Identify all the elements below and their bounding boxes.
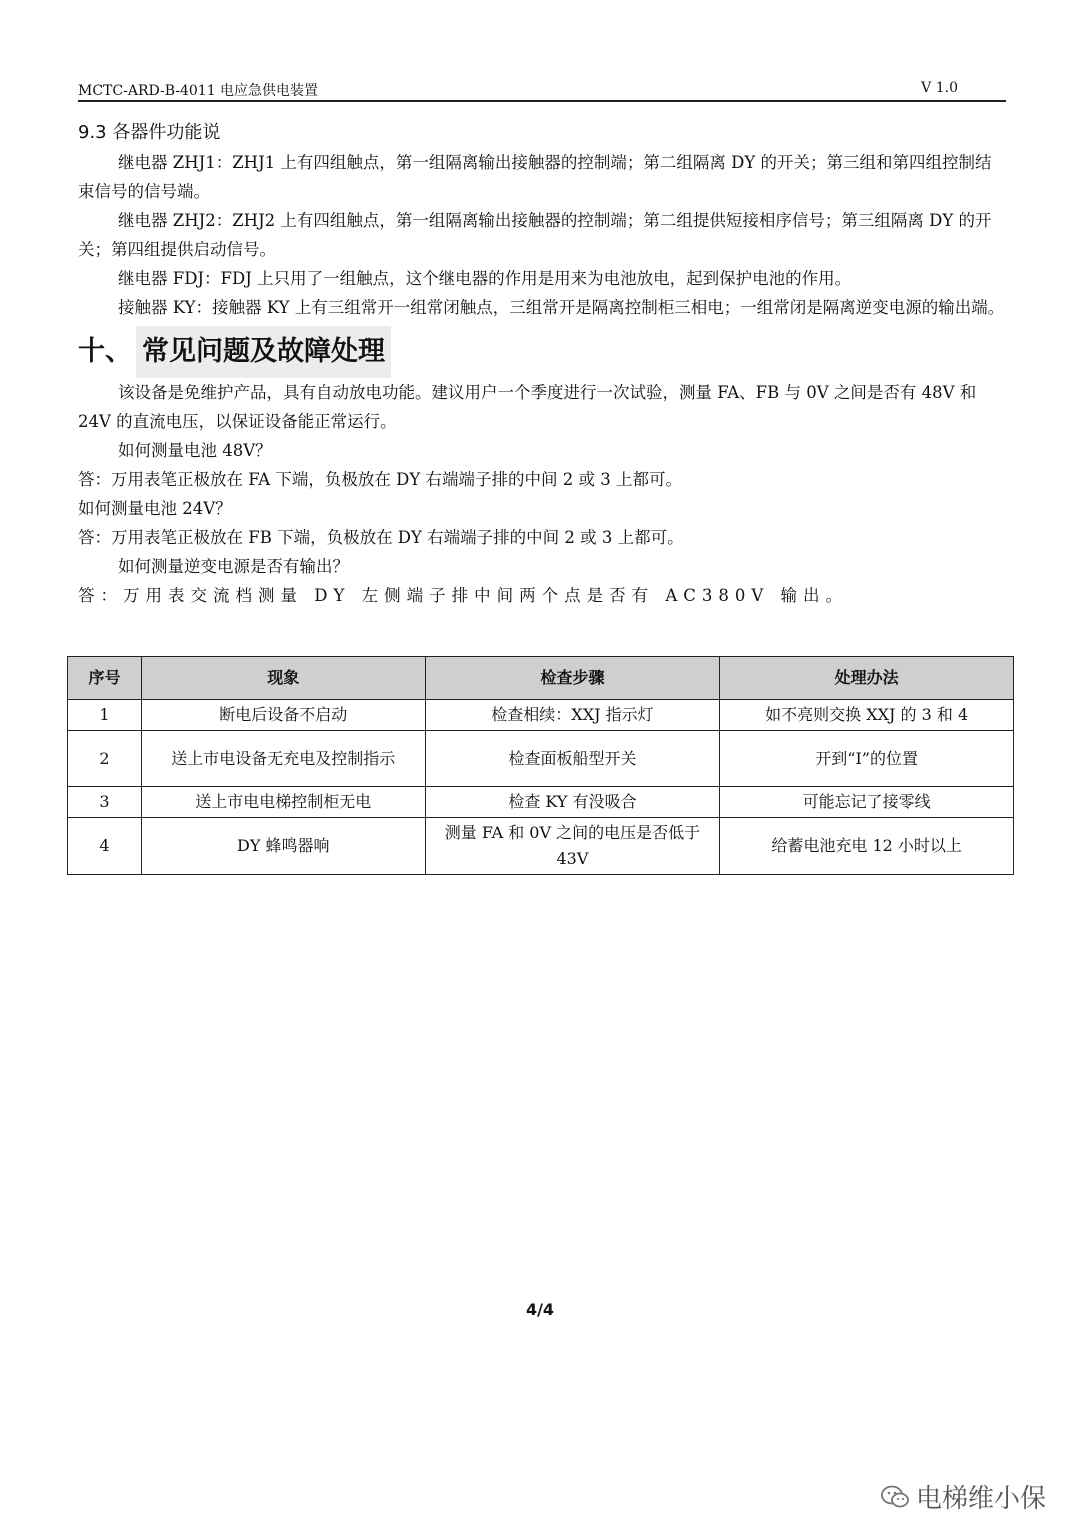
page-number: 4/4 — [525, 1300, 555, 1319]
section-10-title: 常见问题及故障处理 — [136, 326, 391, 378]
cell-symptom: 送上市电电梯控制柜无电 — [141, 787, 425, 818]
question-inverter: 如何测量逆变电源是否有输出？ — [118, 557, 349, 576]
page-header — [78, 78, 1006, 102]
question-24v: 如何测量电池 24V？ — [78, 499, 232, 518]
cell-check-step: 检查面板船型开关 — [425, 731, 720, 787]
fault-table — [67, 656, 1014, 875]
document-code: MCTC-ARD-B-4011 电应急供电装置 — [78, 83, 319, 99]
cell-check-step: 检查 KY 有没吸合 — [425, 787, 720, 818]
header-index: 序号 — [68, 657, 142, 700]
cell-check-step: 测量 FA 和 0V 之间的电压是否低于 43V — [425, 818, 720, 875]
cell-symptom: 送上市电设备无充电及控制指示 — [141, 731, 425, 787]
cell-check-step: 检查相续：XXJ 指示灯 — [425, 700, 720, 731]
cell-symptom: DY 蜂鸣器响 — [141, 818, 425, 875]
page-content — [78, 118, 1006, 610]
table-header-row — [68, 657, 1014, 700]
watermark — [880, 1478, 1046, 1515]
cell-solution: 可能忘记了接零线 — [720, 787, 1014, 818]
question-48v: 如何测量电池 48V？ — [118, 441, 272, 460]
watermark-text: 电梯维小保 — [915, 1484, 1046, 1514]
header-check-steps: 检查步骤 — [425, 657, 720, 700]
cell-solution: 给蓄电池充电 12 小时以上 — [720, 818, 1014, 875]
answer-24v: 答：万用表笔正极放在 FB 下端，负极放在 DY 右端端子排的中间 2 或 3 上都可。 — [78, 528, 684, 547]
table-row — [68, 818, 1014, 875]
header-solution: 处理办法 — [720, 657, 1014, 700]
answer-inverter: 答：万用表交流档测量 DY 左侧端子排中间两个点是否有 AC380V 输出。 — [78, 586, 849, 605]
cell-index: 3 — [68, 787, 142, 818]
wechat-icon — [880, 1484, 910, 1510]
section-10-number: 十、 — [78, 336, 132, 367]
paragraph-ky: 接触器 KY：接触器 KY 上有三组常开一组常闭触点，三组常开是隔离控制柜三相电；一组常闭是隔离逆变电源的输出端。 — [118, 298, 1005, 317]
table-row — [68, 787, 1014, 818]
cell-solution: 开到“I”的位置 — [720, 731, 1014, 787]
paragraph-zhj1: 继电器 ZHJ1：ZHJ1 上有四组触点，第一组隔离输出接触器的控制端；第二组隔离 DY 的开关；第三组和第四组控制结束信号的信号端。 — [78, 153, 992, 201]
table-row — [68, 731, 1014, 787]
table-row — [68, 700, 1014, 731]
section-9-3-title: 9.3 各器件功能说 — [78, 122, 221, 143]
section-10-intro: 该设备是免维护产品，具有自动放电功能。建议用户一个季度进行一次试验，测量 FA、FB 与 0V 之间是否有 48V 和 24V 的直流电压，以保证设备能正常运行。 — [78, 383, 977, 431]
cell-index: 2 — [68, 731, 142, 787]
cell-solution: 如不亮则交换 XXJ 的 3 和 4 — [720, 700, 1014, 731]
document-version: V 1.0 — [921, 80, 958, 96]
cell-index: 1 — [68, 700, 142, 731]
paragraph-fdj: 继电器 FDJ：FDJ 上只用了一组触点，这个继电器的作用是用来为电池放电，起到保护电池的作用。 — [118, 269, 852, 288]
answer-48v: 答：万用表笔正极放在 FA 下端，负极放在 DY 右端端子排的中间 2 或 3 上都可。 — [78, 470, 683, 489]
section-10-heading — [78, 326, 1006, 378]
cell-symptom: 断电后设备不启动 — [141, 700, 425, 731]
paragraph-zhj2: 继电器 ZHJ2：ZHJ2 上有四组触点，第一组隔离输出接触器的控制端；第二组提供短接相序信号；第三组隔离 DY 的开关；第四组提供启动信号。 — [78, 211, 992, 259]
cell-index: 4 — [68, 818, 142, 875]
header-symptom: 现象 — [141, 657, 425, 700]
